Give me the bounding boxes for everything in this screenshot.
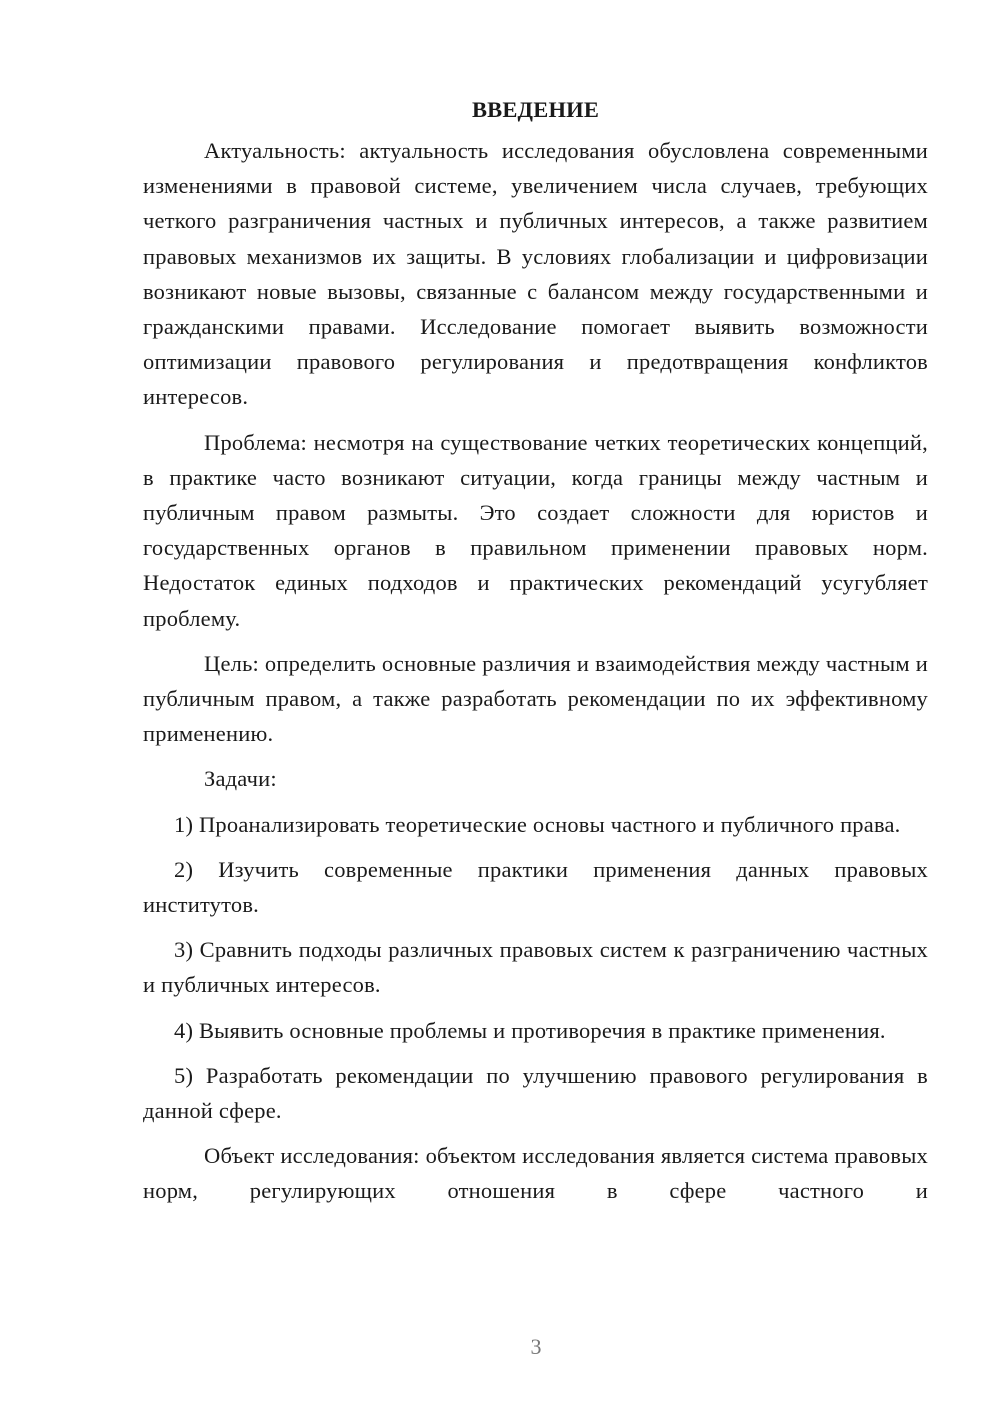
tasks-label: Задачи: <box>204 766 277 792</box>
object-paragraph: Объект исследования: объектом исследования является система правовых норм, регулирующих отношения в сфере частного и <box>143 1143 928 1204</box>
task-item-3: 3) Сравнить подходы различных правовых систем к разграничению частных и публичных интересов. <box>143 937 928 998</box>
task-item-1: 1) Проанализировать теоретические основы частного и публичного права. <box>174 811 901 837</box>
page-body <box>143 92 928 1209</box>
problem-paragraph: Проблема: несмотря на существование четких теоретических концепций, в практике часто возникают ситуации, когда границы между частным и публичным правом размыты. Это создает сложности для юристов и государственных органов в правильном применении правовых норм. Недостаток единых подходов и практических рекомендаций усугубляет проблему. <box>143 429 928 631</box>
task-item-5: 5) Разработать рекомендации по улучшению правового регулирования в данной сфере. <box>143 1062 928 1124</box>
task-item-4: 4) Выявить основные проблемы и противоречия в практике применения. <box>174 1017 886 1043</box>
task-item-2: 2) Изучить современные практики применения данных правовых институтов. <box>143 856 928 918</box>
page-number: 3 <box>530 1334 542 1359</box>
page-title: ВВЕДЕНИЕ <box>471 97 600 122</box>
goal-paragraph: Цель: определить основные различия и взаимодействия между частным и публичным правом, а также разработать рекомендации по их эффективному применению. <box>143 650 928 747</box>
relevance-paragraph: Актуальность: актуальность исследования обусловлена современными изменениями в правовой системе, увеличением числа случаев, требующих четкого разграничения частных и публичных интересов, а также развитием правовых механизмов их защиты. В условиях глобализации и цифровизации возникают новые вызовы, связанные с балансом между государственными и гражданскими правами. Исследование помогает выявить возможности оптимизации правового регулирования и предотвращения конфликтов интересов. <box>143 138 928 410</box>
